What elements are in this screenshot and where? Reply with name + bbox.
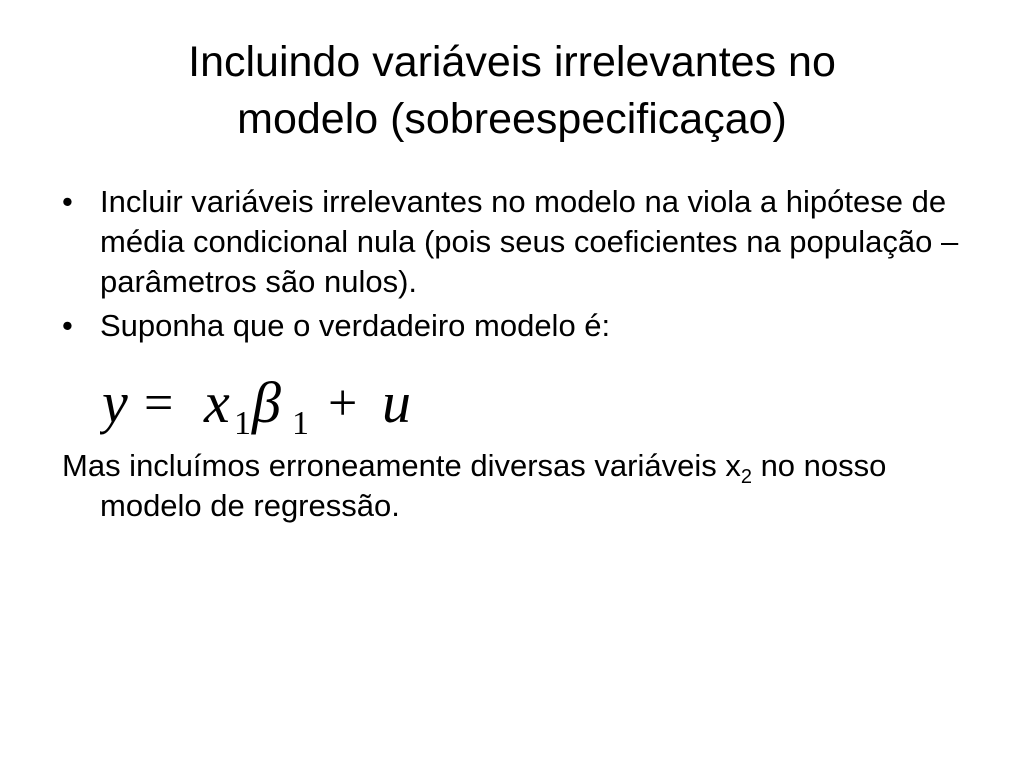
- bullet-text: Incluir variáveis irrelevantes no modelo na viola a hipótese de média condicional nula (pois seus coeficientes na população – parâmetros são nulos).: [100, 184, 959, 299]
- paragraph-subscript: 2: [740, 466, 752, 488]
- equation-equals: =: [144, 375, 174, 432]
- bullet-marker: •: [62, 308, 73, 343]
- bullet-list: [62, 182, 982, 346]
- slide-content: [62, 182, 982, 526]
- body-paragraph: [62, 446, 982, 526]
- paragraph-text-before: Mas incluímos erroneamente diversas variáveis x: [62, 448, 741, 483]
- equation-x-subscript: 1: [234, 405, 251, 442]
- equation-u: u: [382, 370, 411, 435]
- bullet-item-2: [62, 306, 982, 346]
- slide-title: [40, 34, 984, 148]
- equation-formula: [100, 350, 440, 446]
- bullet-item-1: [62, 182, 982, 302]
- equation-x: x: [204, 370, 230, 435]
- paragraph-text-after: no nosso modelo de regressão.: [100, 448, 887, 523]
- equation-beta-subscript: 1: [292, 405, 309, 442]
- slide-title-line-2: modelo (sobreespecificaçao): [237, 95, 787, 143]
- bullet-text: Suponha que o verdadeiro modelo é:: [100, 308, 611, 343]
- equation-plus: +: [328, 375, 358, 432]
- equation-y: y: [102, 370, 128, 435]
- equation-beta: β: [252, 370, 281, 435]
- bullet-marker: •: [62, 184, 73, 219]
- slide-title-line-1: Incluindo variáveis irrelevantes no: [188, 38, 836, 86]
- equation: [100, 350, 982, 446]
